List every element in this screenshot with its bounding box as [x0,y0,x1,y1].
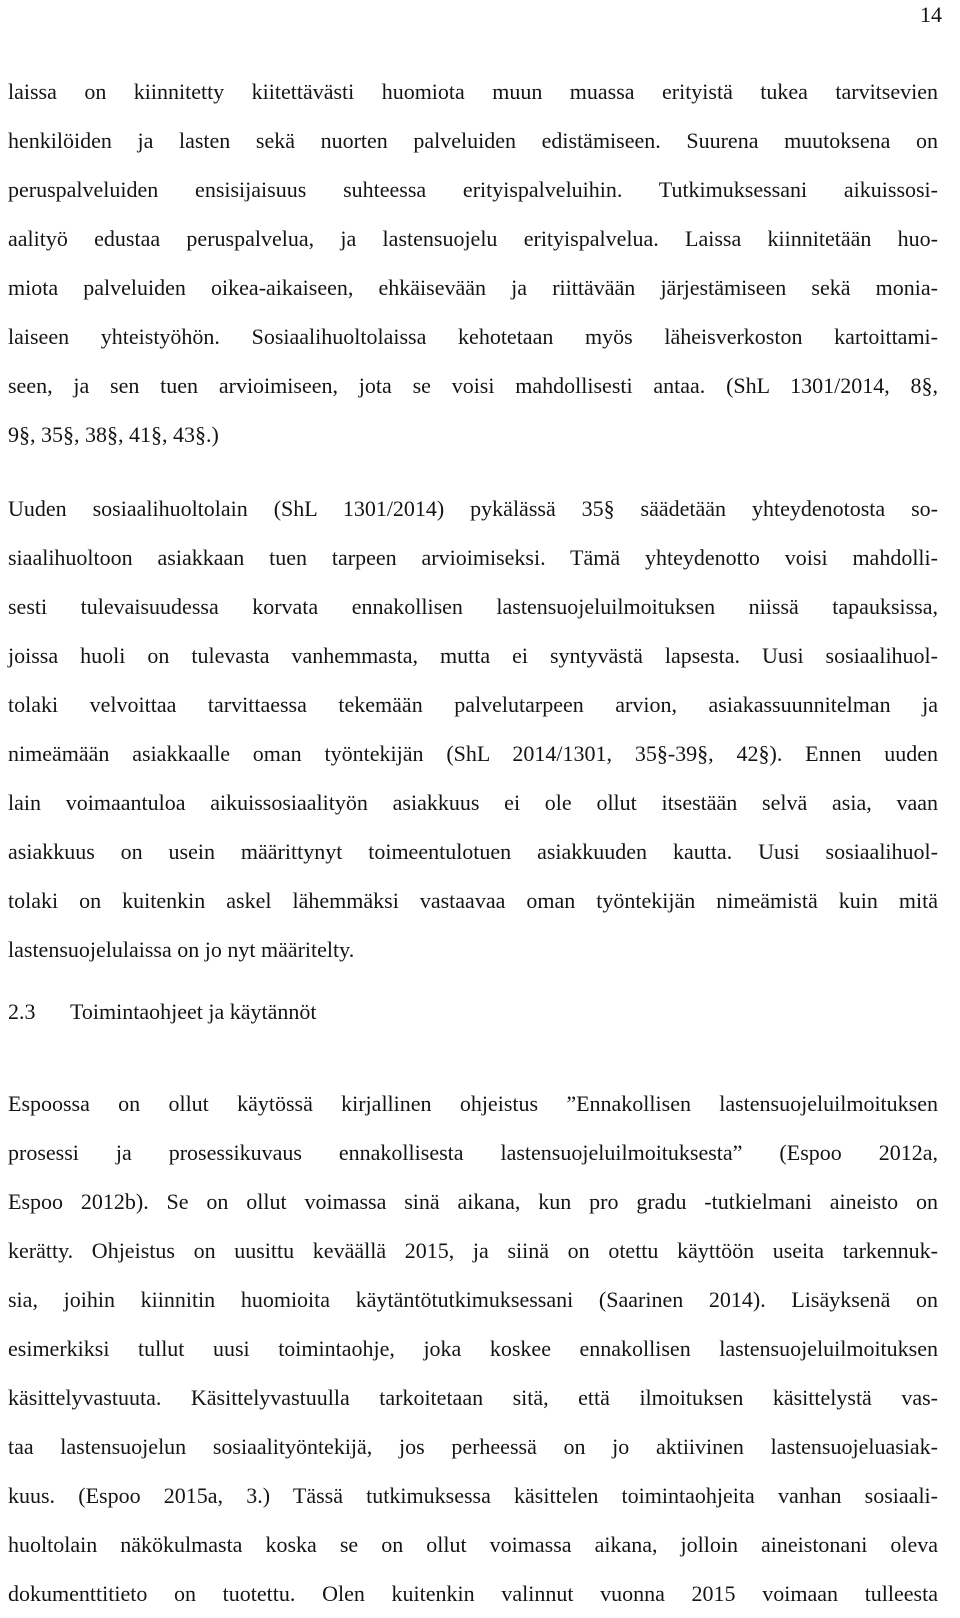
text-line: dokumenttitieto on tuotettu. Olen kuitenkin valinnut vuonna 2015 voimaan tulleesta [8,1581,938,1606]
text-line: kuus. (Espoo 2015a, 3.) Tässä tutkimuksessa käsittelen toimintaohjeita vanhan sosiaali- [8,1483,938,1508]
section-title: Toimintaohjeet ja käytännöt [70,999,317,1024]
text-line: sia, joihin kiinnitin huomioita käytäntötutkimuksessani (Saarinen 2014). Lisäyksenä on [8,1287,938,1312]
text-line: aalityö edustaa peruspalvelua, ja lastensuojelu erityispalvelua. Laissa kiinnitetään huo- [8,226,938,251]
text-line: laiseen yhteistyöhön. Sosiaalihuoltolaissa kehotetaan myös läheisverkoston kartoittami- [8,324,938,349]
text-line: käsittelyvastuuta. Käsittelyvastuulla tarkoitetaan sitä, että ilmoituksen käsittelystä vas- [8,1385,938,1410]
page-number: 14 [920,2,942,27]
section-number: 2.3 [8,999,36,1024]
text-line: joissa huoli on tulevasta vanhemmasta, mutta ei syntyvästä lapsesta. Uusi sosiaalihuol- [8,643,938,668]
text-line: 9§, 35§, 38§, 41§, 43§.) [8,422,219,447]
text-line: kerätty. Ohjeistus on uusittu keväällä 2015, ja siinä on otettu käyttöön useita tarkennuk- [8,1238,938,1263]
text-line: sesti tulevaisuudessa korvata ennakollisen lastensuojeluilmoituksen niissä tapauksissa, [8,594,938,619]
text-line: tolaki on kuitenkin askel lähemmäksi vastaavaa oman työntekijän nimeämistä kuin mitä [8,888,938,913]
text-line: tolaki velvoittaa tarvittaessa tekemään palvelutarpeen arvion, asiakassuunnitelman ja [8,692,938,717]
text-line: prosessi ja prosessikuvaus ennakollisesta lastensuojeluilmoituksesta” (Espoo 2012a, [8,1140,938,1165]
section-heading [8,997,317,1027]
text-line: lastensuojelulaissa on jo nyt määritelty. [8,937,355,962]
text-line: laissa on kiinnitetty kiitettävästi huomiota muun muassa erityistä tukea tarvitsevien [8,79,938,104]
text-line: esimerkiksi tullut uusi toimintaohje, joka koskee ennakollisen lastensuojeluilmoituksen [8,1336,938,1361]
text-line: asiakkuus on usein määrittynyt toimeentulotuen asiakkuuden kautta. Uusi sosiaalihuol- [8,839,938,864]
text-line: henkilöiden ja lasten sekä nuorten palveluiden edistämiseen. Suurena muutoksena on [8,128,938,153]
text-line: taa lastensuojelun sosiaalityöntekijä, jos perheessä on jo aktiivinen lastensuojeluasiak- [8,1434,938,1459]
text-line: peruspalveluiden ensisijaisuus suhteessa erityispalveluihin. Tutkimuksessani aikuissosi- [8,177,938,202]
text-line: Espoossa on ollut käytössä kirjallinen ohjeistus ”Ennakollisen lastensuojeluilmoituksen [8,1091,938,1116]
paragraph-1 [8,67,938,459]
text-line: nimeämään asiakkaalle oman työntekijän (ShL 2014/1301, 35§-39§, 42§). Ennen uuden [8,741,938,766]
text-line: lain voimaantuloa aikuissosiaalityön asiakkuus ei ole ollut itsestään selvä asia, vaan [8,790,938,815]
text-line: siaalihuoltoon asiakkaan tuen tarpeen arvioimiseksi. Tämä yhteydenotto voisi mahdolli- [8,545,938,570]
text-line: Espoo 2012b). Se on ollut voimassa sinä aikana, kun pro gradu -tutkielmani aineisto on [8,1189,938,1214]
text-line: huoltolain näkökulmasta koska se on ollut voimassa aikana, jolloin aineistonani oleva [8,1532,938,1557]
paragraph-2 [8,484,938,974]
text-line: seen, ja sen tuen arvioimiseen, jota se voisi mahdollisesti antaa. (ShL 1301/2014, 8§, [8,373,938,398]
text-line: Uuden sosiaalihuoltolain (ShL 1301/2014) pykälässä 35§ säädetään yhteydenotosta so- [8,496,938,521]
text-line: miota palveluiden oikea-aikaiseen, ehkäisevään ja riittävään järjestämiseen sekä monia- [8,275,938,300]
paragraph-3 [8,1079,938,1618]
